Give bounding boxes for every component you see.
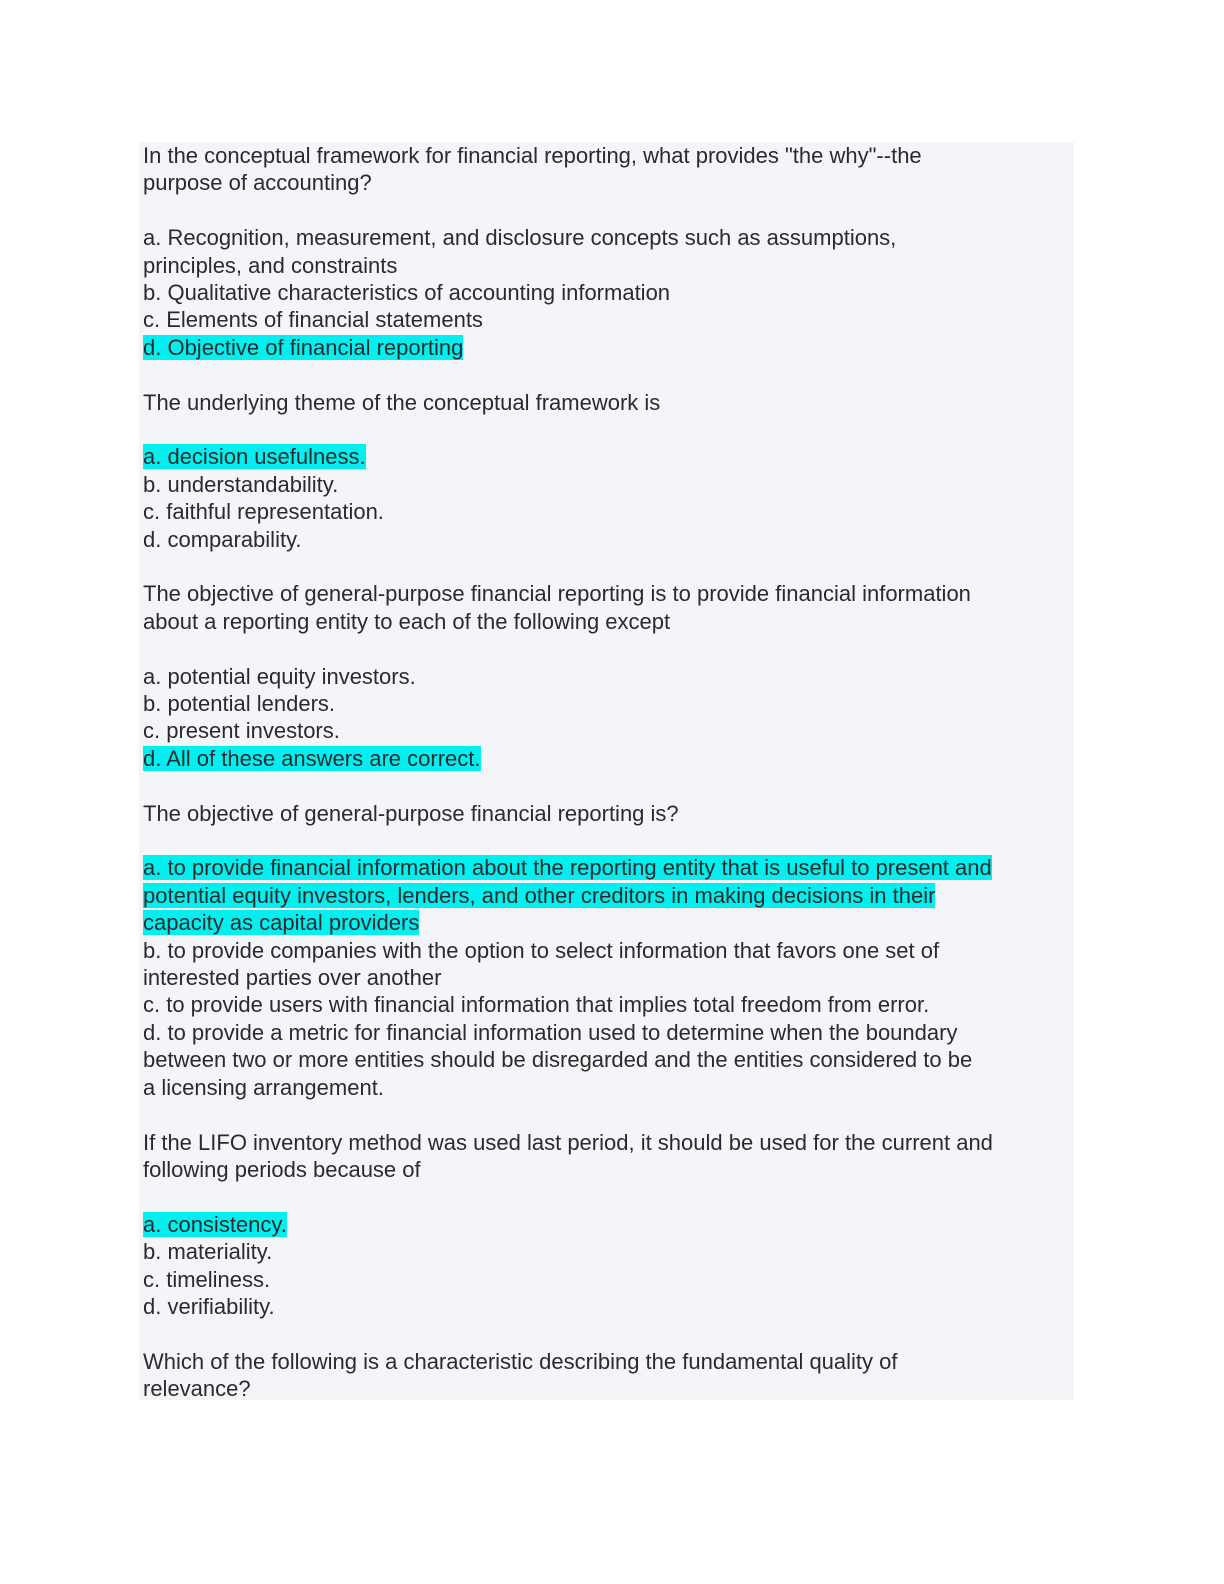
blank-line [143, 553, 1068, 580]
answer-option [143, 1293, 1068, 1320]
question-block [143, 800, 1068, 1101]
quiz-content [143, 142, 1068, 1403]
answer-option [143, 1019, 1068, 1101]
question-block [143, 142, 1068, 361]
answer-option [143, 690, 1068, 717]
question-stem-line: If the LIFO inventory method was used last period, it should be used for the current and [143, 1129, 993, 1155]
answer-text: b. materiality. [143, 1239, 273, 1265]
answer-option [143, 937, 1068, 992]
answer-option-line-wrap [143, 937, 1068, 964]
blank-line [143, 772, 1068, 799]
question-stem [143, 1348, 1068, 1403]
answer-option-line-wrap [143, 306, 1068, 333]
blank-line [143, 1183, 1068, 1210]
answer-text: c. Elements of financial statements [143, 307, 483, 333]
question-block [143, 1129, 1068, 1321]
answer-option [143, 1266, 1068, 1293]
answer-options [143, 854, 1068, 1101]
answer-option [143, 498, 1068, 525]
answer-text: interested parties over another [143, 965, 442, 991]
question-block [143, 580, 1068, 772]
answer-option-line-wrap [143, 1211, 1068, 1238]
answer-option-line-wrap [143, 690, 1068, 717]
answer-option-line-wrap [143, 1238, 1068, 1265]
answer-option-line-wrap [143, 224, 1068, 251]
highlighted-answer-text: a. to provide financial information about the reporting entity that is useful to present and [143, 855, 992, 881]
question-stem-line: following periods because of [143, 1156, 421, 1182]
answer-text: d. to provide a metric for financial information used to determine when the boundary [143, 1019, 958, 1045]
answer-option [143, 224, 1068, 279]
answer-option-correct [143, 334, 1068, 361]
question-stem [143, 800, 1068, 827]
answer-text: c. present investors. [143, 718, 340, 744]
answer-text: principles, and constraints [143, 252, 398, 278]
question-stem [143, 142, 1068, 197]
answer-option-line-wrap [143, 279, 1068, 306]
question-stem-line: about a reporting entity to each of the following except [143, 608, 671, 634]
answer-option [143, 306, 1068, 333]
answer-option [143, 279, 1068, 306]
question-stem [143, 389, 1068, 416]
answer-option-line-wrap [143, 854, 1068, 881]
answer-option-line-wrap [143, 334, 1068, 361]
answer-option [143, 663, 1068, 690]
answer-text: b. potential lenders. [143, 691, 336, 717]
answer-text: d. verifiability. [143, 1293, 275, 1319]
answer-options [143, 443, 1068, 553]
question-block [143, 1348, 1068, 1403]
question-stem-line: relevance? [143, 1376, 251, 1402]
answer-option-line-wrap [143, 745, 1068, 772]
answer-options [143, 224, 1068, 361]
blank-line [143, 361, 1068, 388]
answer-option-line-wrap [143, 526, 1068, 553]
blank-line [143, 416, 1068, 443]
answer-option-line-wrap [143, 498, 1068, 525]
answer-option-correct [143, 745, 1068, 772]
answer-text: a. potential equity investors. [143, 663, 416, 689]
answer-text: c. timeliness. [143, 1266, 271, 1292]
answer-option-correct [143, 854, 1068, 936]
answer-option-line-wrap [143, 1074, 1068, 1101]
highlighted-answer-text: a. decision usefulness. [143, 444, 366, 470]
answer-text: a licensing arrangement. [143, 1074, 384, 1100]
highlighted-answer-text: potential equity investors, lenders, and other creditors in making decisions in their [143, 882, 936, 908]
question-stem [143, 580, 1068, 635]
answer-option-correct [143, 1211, 1068, 1238]
question-stem-line: purpose of accounting? [143, 170, 372, 196]
question-stem-line: Which of the following is a characteristic describing the fundamental quality of [143, 1348, 898, 1374]
answer-text: a. Recognition, measurement, and disclosure concepts such as assumptions, [143, 225, 897, 251]
answer-options [143, 663, 1068, 773]
question-stem-line: The underlying theme of the conceptual framework is [143, 389, 661, 415]
question-stem-line: The objective of general-purpose financial reporting is? [143, 800, 679, 826]
answer-option [143, 526, 1068, 553]
question-stem-line: In the conceptual framework for financial reporting, what provides "the why"--the [143, 143, 922, 168]
highlighted-answer-text: d. All of these answers are correct. [143, 745, 481, 771]
answer-option-line-wrap [143, 663, 1068, 690]
blank-line [143, 1101, 1068, 1128]
answer-option [143, 717, 1068, 744]
answer-text: between two or more entities should be disregarded and the entities considered to be [143, 1047, 973, 1073]
answer-option-line-wrap [143, 909, 1068, 936]
answer-text: d. comparability. [143, 526, 302, 552]
answer-text: b. Qualitative characteristics of accounting information [143, 280, 671, 306]
answer-option-line-wrap [143, 1266, 1068, 1293]
answer-options [143, 1211, 1068, 1321]
answer-option-line-wrap [143, 252, 1068, 279]
answer-option-correct [143, 443, 1068, 470]
answer-option-line-wrap [143, 471, 1068, 498]
blank-line [143, 827, 1068, 854]
question-stem [143, 1129, 1068, 1184]
answer-option-line-wrap [143, 1046, 1068, 1073]
answer-option [143, 1238, 1068, 1265]
answer-text: b. to provide companies with the option to select information that favors one set of [143, 937, 940, 963]
answer-option-line-wrap [143, 964, 1068, 991]
answer-text: c. faithful representation. [143, 499, 384, 525]
answer-option [143, 991, 1068, 1018]
answer-option [143, 471, 1068, 498]
answer-option-line-wrap [143, 1019, 1068, 1046]
answer-option-line-wrap [143, 882, 1068, 909]
highlighted-answer-text: d. Objective of financial reporting [143, 334, 464, 360]
answer-text: c. to provide users with financial information that implies total freedom from error. [143, 992, 930, 1018]
answer-option-line-wrap [143, 717, 1068, 744]
question-stem-line: The objective of general-purpose financial reporting is to provide financial information [143, 581, 971, 607]
answer-option-line-wrap [143, 443, 1068, 470]
answer-option-line-wrap [143, 991, 1068, 1018]
answer-option-line-wrap [143, 1293, 1068, 1320]
highlighted-answer-text: capacity as capital providers [143, 910, 420, 936]
blank-line [143, 1320, 1068, 1347]
answer-text: b. understandability. [143, 471, 339, 497]
highlighted-answer-text: a. consistency. [143, 1211, 287, 1237]
question-block [143, 389, 1068, 553]
blank-line [143, 635, 1068, 662]
blank-line [143, 197, 1068, 224]
